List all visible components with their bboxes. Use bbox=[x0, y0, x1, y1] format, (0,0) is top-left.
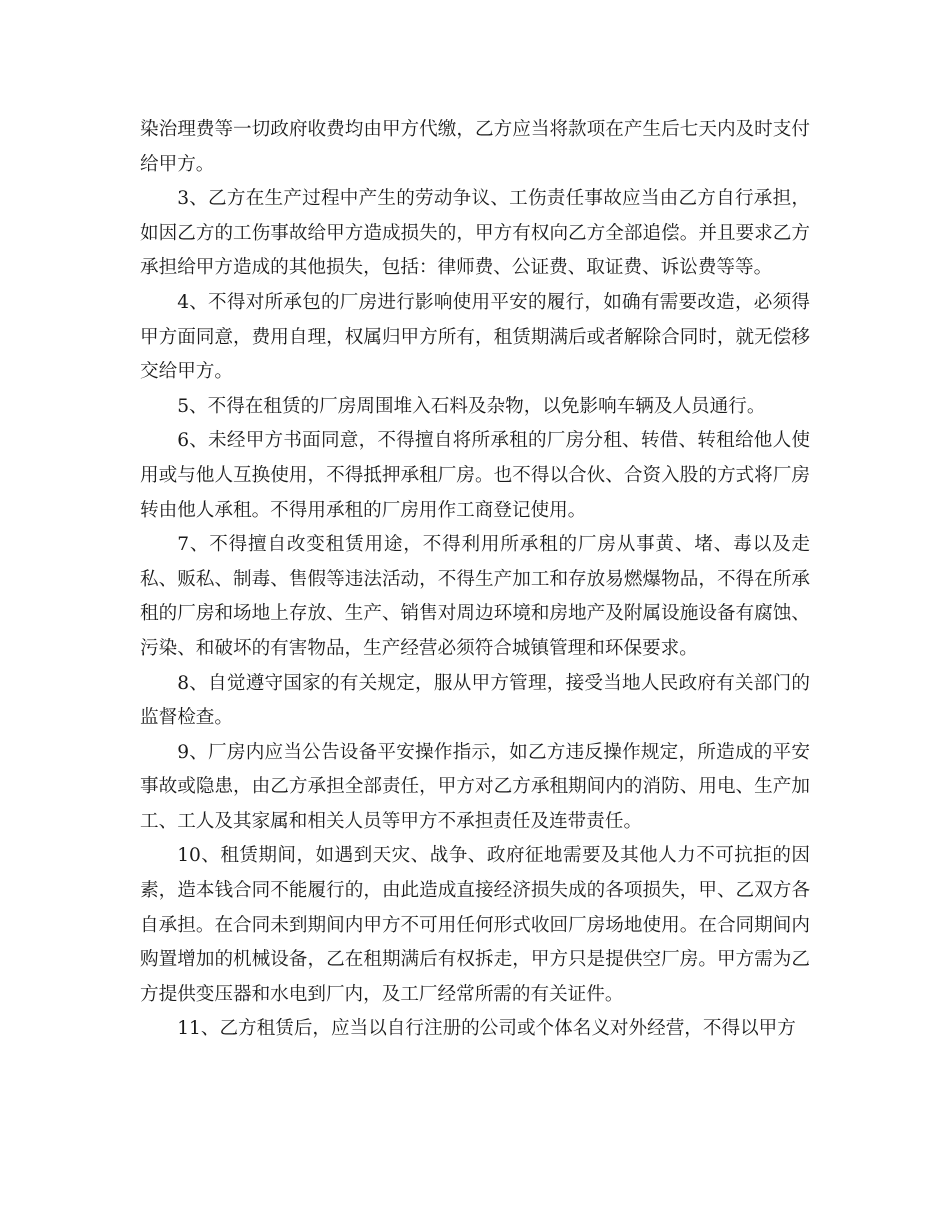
document-body bbox=[140, 113, 810, 1047]
paragraph-clause-3: 3、乙方在生产过程中产生的劳动争议、工伤责任事故应当由乙方自行承担，如因乙方的工伤事故给甲方造成损失的，甲方有权向乙方全部追偿。并且要求乙方承担给甲方造成的其他损失，包括：律师费、公证费、取证费、诉讼费等等。 bbox=[140, 188, 810, 279]
paragraph-clause-4: 4、不得对所承包的厂房进行影响使用平安的履行，如确有需要改造，必须得甲方面同意，费用自理，权属归甲方所有，租赁期满后或者解除合同时，就无偿移交给甲方。 bbox=[140, 291, 810, 383]
paragraph-clause-5: 5、不得在租赁的厂房周围堆入石料及杂物，以免影响车辆及人员通行。 bbox=[177, 395, 766, 417]
paragraph-clause-9: 9、厂房内应当公告设备平安操作指示，如乙方违反操作规定，所造成的平安事故或隐患，由乙方承担全部责任，甲方对乙方承租期间内的消防、用电、生产加工、工人及其家属和相关人员等甲方不承担责任及连带责任。 bbox=[140, 741, 810, 832]
paragraph-clause-7: 7、不得擅自改变租赁用途，不得利用所承租的厂房从事黄、堵、毒以及走私、贩私、制毒、售假等违法活动，不得生产加工和存放易燃爆物品，不得在所承租的厂房和场地上存放、生产、销售对周边环境和房地产及附属设施设备有腐蚀、污染、和破坏的有害物品，生产经营必须符合城镇管理和环保要求。 bbox=[140, 534, 810, 659]
paragraph-clause-11: 11、乙方租赁后，应当以自行注册的公司或个体名义对外经营，不得以甲方 bbox=[177, 1018, 796, 1040]
paragraph-clause-10: 10、租赁期间，如遇到天灾、战争、政府征地需要及其他人力不可抗拒的因素，造本钱合同不能履行的，由此造成直接经济损失成的各项损失，甲、乙双方各自承担。在合同未到期间内甲方不可用任何形式收回厂房场地使用。在合同期间内购置增加的机械设备，乙在租期满后有权拆走，甲方只是提供空厂房。甲方需为乙方提供变压器和水电到厂内，及工厂经常所需的有关证件。 bbox=[140, 845, 810, 1005]
paragraph-clause-6: 6、未经甲方书面同意，不得擅自将所承租的厂房分租、转借、转租给他人使用或与他人互换使用，不得抵押承租厂房。也不得以合伙、合资入股的方式将厂房转由他人承租。不得用承租的厂房用作工商登记使用。 bbox=[140, 430, 810, 521]
paragraph-continued: 染治理费等一切政府收费均由甲方代缴，乙方应当将款项在产生后七天内及时支付给甲方。 bbox=[140, 119, 810, 175]
paragraph-clause-8: 8、自觉遵守国家的有关规定，服从甲方管理，接受当地人民政府有关部门的监督检查。 bbox=[140, 672, 810, 729]
